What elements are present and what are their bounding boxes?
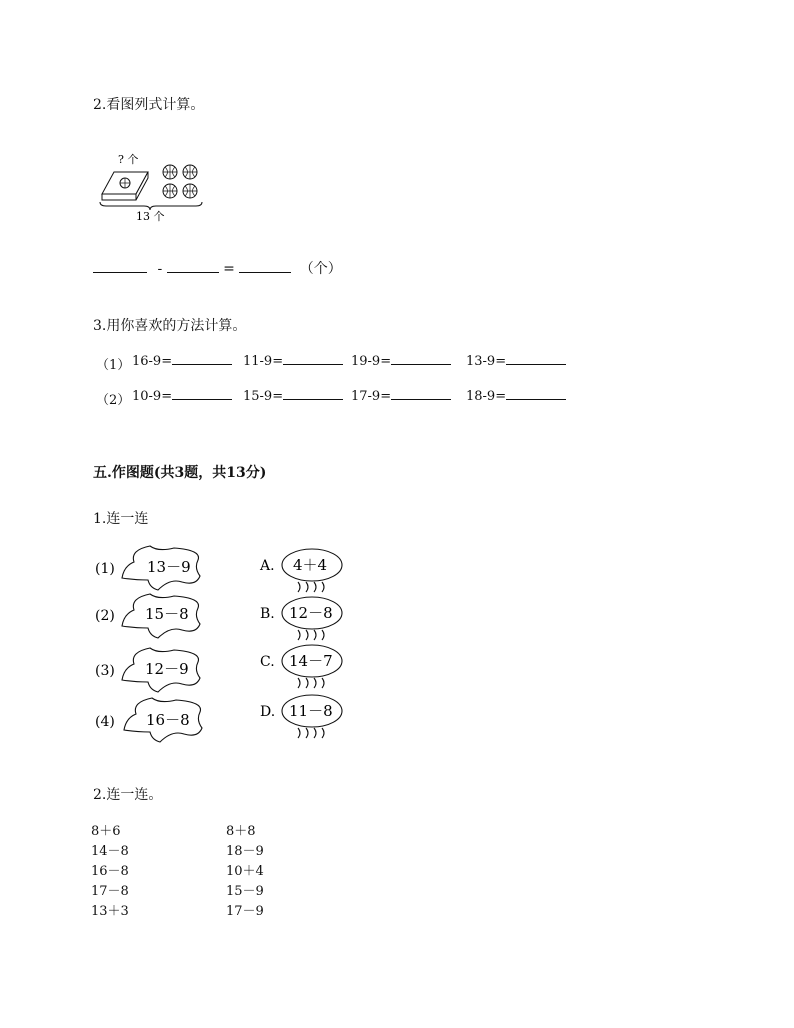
right-expr-1[interactable]: 8＋8 (226, 824, 256, 839)
star-label-3: (3) (95, 663, 115, 679)
jelly-label-a: A. (260, 558, 275, 574)
answer-blank[interactable] (283, 399, 343, 400)
star-expr-1: 13－9 (147, 558, 191, 576)
calc-item (132, 389, 232, 404)
calc-item (351, 354, 451, 369)
minus-sign: - (157, 261, 163, 277)
row-label: （1） (96, 358, 131, 373)
jelly-expr-b: 12－8 (289, 604, 333, 622)
matching-illustration (90, 538, 360, 748)
star-expr-4: 16－8 (146, 711, 190, 729)
basketball-figure (96, 150, 216, 226)
calc-item (243, 354, 343, 369)
unit-label: （个） (299, 261, 342, 277)
row-label: （2） (96, 393, 131, 408)
answer-blank[interactable] (506, 399, 566, 400)
figure-top-label: ? 个 (118, 153, 139, 166)
calc-expression: 19-9= (351, 354, 392, 369)
right-expr-3[interactable]: 10＋4 (226, 864, 264, 879)
left-expr-4[interactable]: 17－8 (91, 884, 129, 899)
right-expr-2[interactable]: 18－9 (226, 844, 264, 859)
star-expr-3: 12－9 (145, 660, 189, 678)
question-3-title: 3.用你喜欢的方法计算。 (93, 318, 247, 334)
matching-2-title: 2.连一连。 (93, 787, 163, 803)
calc-expression: 16-9= (132, 354, 173, 369)
figure-bottom-label: 13 个 (136, 210, 165, 223)
answer-blank[interactable] (391, 364, 451, 365)
answer-blank[interactable] (391, 399, 451, 400)
question-2-title: 2.看图列式计算。 (93, 97, 205, 113)
answer-blank[interactable] (172, 399, 232, 400)
answer-blank[interactable] (283, 364, 343, 365)
jelly-expr-a: 4＋4 (293, 556, 328, 574)
calc-item (466, 389, 566, 404)
answer-blank[interactable] (506, 364, 566, 365)
answer-blank-3[interactable] (239, 272, 291, 273)
jelly-label-d: D. (260, 704, 276, 720)
matching-1-title: 1.连一连 (93, 511, 149, 527)
left-expr-2[interactable]: 14－8 (91, 844, 129, 859)
calc-item (243, 389, 343, 404)
right-expr-4[interactable]: 15－9 (226, 884, 264, 899)
calc-item (132, 354, 232, 369)
calc-expression: 11-9= (243, 354, 284, 369)
calc-item (466, 354, 566, 369)
right-expr-5[interactable]: 17－9 (226, 904, 264, 919)
left-expr-5[interactable]: 13＋3 (91, 904, 129, 919)
calc-expression: 10-9= (132, 389, 173, 404)
jelly-label-b: B. (260, 606, 275, 622)
calc-expression: 13-9= (466, 354, 507, 369)
jelly-label-c: C. (260, 654, 275, 670)
calc-expression: 17-9= (351, 389, 392, 404)
answer-blank-2[interactable] (167, 272, 219, 273)
star-label-2: (2) (95, 608, 115, 624)
equals-sign: = (223, 261, 235, 277)
star-label-1: (1) (95, 561, 115, 577)
section-5-title: 五.作图题(共3题，共13分) (93, 465, 267, 481)
jelly-expr-d: 11－8 (289, 702, 333, 720)
left-expr-1[interactable]: 8＋6 (91, 824, 121, 839)
jelly-expr-c: 14－7 (289, 652, 333, 670)
left-expr-3[interactable]: 16－8 (91, 864, 129, 879)
calc-item (351, 389, 451, 404)
calc-expression: 18-9= (466, 389, 507, 404)
question-2-equation (93, 258, 342, 278)
star-expr-2: 15－8 (145, 605, 189, 623)
basketball-illustration (96, 150, 216, 226)
answer-blank[interactable] (172, 364, 232, 365)
calc-expression: 15-9= (243, 389, 284, 404)
answer-blank-1[interactable] (93, 272, 147, 273)
matching-figure (90, 538, 360, 748)
star-label-4: (4) (95, 714, 115, 730)
